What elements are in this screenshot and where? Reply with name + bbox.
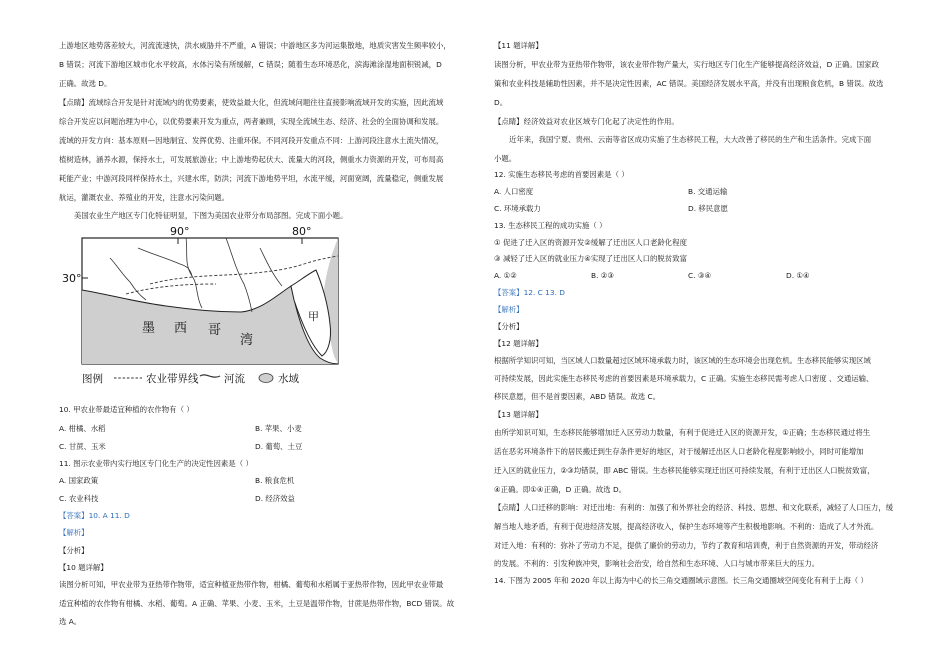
legend-water-symbol — [259, 374, 273, 383]
detail-line: 由所学知识可知，生态移民能够增加迁入区劳动力数量，有利于促进迁入区的资源开发，①正确；生态移民通过将生 — [494, 428, 871, 437]
text-line: B 错误；河流下游地区城市化水平较高，水体污染有所缓解，C 错误；随着生态环境恶化，滨海滩涂湿地面积锐减，D — [59, 60, 442, 69]
detail-line: 迁入区的就业压力，②③均错误，即 ABC 错误。生态移民能够实现迁出区可持续发展，有利于迁出区人口脱贫致富， — [494, 466, 875, 475]
question-14-stem: 14. 下图为 2005 年和 2020 年以上海为中心的长三角交通圈域示意图。长三角交通圈域空间变化有利于上海（ ） — [494, 576, 868, 585]
q13-statements-1: ① 促进了迁入区的资源开发②缓解了迁出区人口老龄化程度 — [494, 238, 687, 247]
detail-line: 策和农业科技是辅助性因素，并不是决定性因素，AC 错误。美国经济发展水平高，并没有出现粮食危机，B 错误。故选 — [494, 79, 884, 88]
q11-option-a: A. 国家政策 — [59, 476, 99, 485]
question-intro: 小题。 — [494, 154, 517, 163]
q13-option-c: C. ③④ — [688, 271, 712, 280]
answer-10-11: 【答案】10. A 11. D — [59, 511, 130, 520]
detail-line: 读图分析可知，甲农业带为亚热带作物带，适宜种植亚热带作物，柑橘、葡萄和水稻属于亚热带作物，因此甲农业带最 — [59, 580, 444, 589]
detail-line: 适宜种植的农作物有柑橘、水稻、葡萄。A 正确、苹果、小麦、玉米，土豆是温带作物，甘蔗是热带作物，BCD 错误。故 — [59, 599, 455, 608]
legend-belt-label: 农业带界线 — [146, 373, 199, 385]
text-line: 耗能产业；中游河段同样保持水土，兴建水库，防洪；河流下游地势平坦，水流平缓，河面宽阔，流量稳定，侧重发展 — [59, 174, 444, 183]
note-line: 【点睛】人口迁移的影响：对迁出地：有利的：加强了和外界社会的经济、科技、思想、和文化联系，减轻了人口压力，缓 — [494, 503, 894, 512]
q11-option-d: D. 经济效益 — [255, 494, 295, 503]
q10-option-b: B. 苹果、小麦 — [255, 424, 302, 433]
answer-12-13: 【答案】12. C 13. D — [494, 288, 565, 297]
detail-line: 活在恶劣环境条件下的居民搬迁到生存条件更好的地区，对于缓解迁出区人口老龄化程度影响较小，同时可能增加 — [494, 447, 864, 456]
detail-10-heading: 【10 题详解】 — [59, 563, 108, 572]
detail-12-heading: 【12 题详解】 — [494, 339, 543, 348]
detail-line: 读图分析，甲农业带为亚热带作物带，该农业带作物产量大，实行地区专门化生产能够提高经济效益，D 正确。国家政 — [494, 60, 879, 69]
question-intro: 美国农业生产地区专门化特征明显，下图为美国农业带分布局部图。完成下面小题。 — [74, 211, 348, 220]
region-jia-label: 甲 — [308, 310, 319, 323]
text-line: 综合开发应以问题治理为中心，以优势要素开发为重点，两者兼顾，实现全流域生态、经济、社会的全面协调和发展。 — [59, 117, 444, 126]
note-line: 【点睛】流域综合开发是针对流域内的优势要素，使效益最大化，但流域问题往往直接影响流域开发的实施，因此流域 — [59, 98, 444, 107]
q13-option-b: B. ②③ — [591, 271, 615, 280]
legend-river-label: 河流 — [224, 373, 245, 385]
legend-river-symbol — [200, 375, 220, 377]
analysis-heading: 【分析】 — [494, 322, 524, 331]
question-13-stem: 13. 生态移民工程的成功实施（ ） — [494, 221, 607, 230]
detail-line: 根据所学知识可知，当区域人口数量超过区域环境承载力时，该区域的生态环境会出现危机。生态移民能够实现区域 — [494, 356, 871, 365]
q12-option-d: D. 移民意愿 — [688, 204, 728, 213]
question-11-stem: 11. 图示农业带内实行地区专门化生产的决定性因素是（ ） — [59, 459, 253, 468]
note-line: 的发展。不利的：引发种族冲突，影响社会治安，给自然和生态环境、人口与城市带来巨大的压力。 — [494, 559, 820, 568]
agriculture-belt-map — [62, 224, 344, 388]
text-line: 正确。故选 D。 — [59, 79, 112, 88]
question-intro: 近年来，我国宁夏、贵州、云南等省区成功实施了生态移民工程，大大改善了移民的生产和生活条件。完成下面 — [509, 135, 872, 144]
detail-line: 选 A。 — [59, 617, 82, 626]
q13-option-a: A. ①② — [494, 271, 517, 280]
q10-option-a: A. 柑橘、水稻 — [59, 424, 106, 433]
q11-option-b: B. 粮食危机 — [255, 476, 295, 485]
detail-13-heading: 【13 题详解】 — [494, 410, 543, 419]
detail-line: D。 — [494, 98, 508, 107]
question-12-stem: 12. 实施生态移民考虑的首要因素是（ ） — [494, 170, 629, 179]
gulf-label-mo: 墨 — [142, 321, 156, 336]
note-line: 【点睛】经济效益对农业区域专门化起了决定性的作用。 — [494, 117, 679, 126]
note-line: 对迁入地：有利的：弥补了劳动力不足，提供了廉价的劳动力，节约了教育和培训费，利于自然资源的开发，带动经济 — [494, 541, 879, 550]
q12-option-c: C. 环境承载力 — [494, 204, 541, 213]
text-line: 航运，灌溉农业、养殖业的开发，注意水污染问题。 — [59, 193, 229, 202]
lon-90-label: 90° — [170, 225, 190, 238]
q13-statements-2: ③ 减轻了迁入区的就业压力④实现了迁出区人口的脱贫致富 — [494, 254, 687, 263]
note-line: 解当地人地矛盾，有利于促进经济发展，提高经济收入，保护生态环境等产生积极地影响。不利的：造成了人才外流。 — [494, 522, 879, 531]
question-10-stem: 10. 甲农业带最适宜种植的农作物有（ ） — [59, 405, 194, 414]
q12-option-b: B. 交通运输 — [688, 187, 728, 196]
gulf-label-ge: 哥 — [208, 323, 222, 338]
gulf-label-wan: 湾 — [240, 333, 254, 348]
lat-30-label: 30° — [62, 272, 82, 285]
q11-option-c: C. 农业科技 — [59, 494, 99, 503]
legend-water-label: 水域 — [278, 373, 299, 385]
analysis-link[interactable]: 【解析】 — [59, 528, 89, 537]
detail-line: ④正确。即①④正确，D 正确。故选 D。 — [494, 485, 627, 494]
detail-11-heading: 【11 题详解】 — [494, 41, 543, 50]
legend-title: 图例 — [82, 373, 103, 385]
analysis-heading: 【分析】 — [59, 546, 89, 555]
detail-line: 可持续发展，因此实施生态移民考虑的首要因素是环境承载力，C 正确。实施生态移民需考虑人口密度 、交通运输、 — [494, 374, 874, 383]
q10-option-d: D. 葡萄、土豆 — [255, 442, 303, 451]
lon-80-label: 80° — [292, 225, 312, 238]
q13-option-d: D. ①④ — [786, 271, 810, 280]
text-line: 植树造林，涵养水源，保持水土，可发展旅游业；中上游地势起伏大、流量大的河段，侧重水力资源的开发，可布局高 — [59, 155, 444, 164]
q12-option-a: A. 人口密度 — [494, 187, 534, 196]
detail-line: 移民意愿，但不是首要因素，ABD 错误。故选 C。 — [494, 392, 661, 401]
q10-option-c: C. 甘蔗、玉米 — [59, 442, 106, 451]
gulf-label-xi: 西 — [174, 321, 188, 336]
text-line: 流域的开发方向：基本原则—因地制宜、发挥优势、注重环保。不同河段开发重点不同：上游河段注意水土流失情况， — [59, 136, 444, 145]
analysis-link[interactable]: 【解析】 — [494, 305, 524, 314]
text-line: 上游地区地势落差较大，河流流速快，洪水威胁并不严重，A 错误；中游地区多为河运集散地，地质灾害发生频率较小， — [59, 41, 451, 50]
